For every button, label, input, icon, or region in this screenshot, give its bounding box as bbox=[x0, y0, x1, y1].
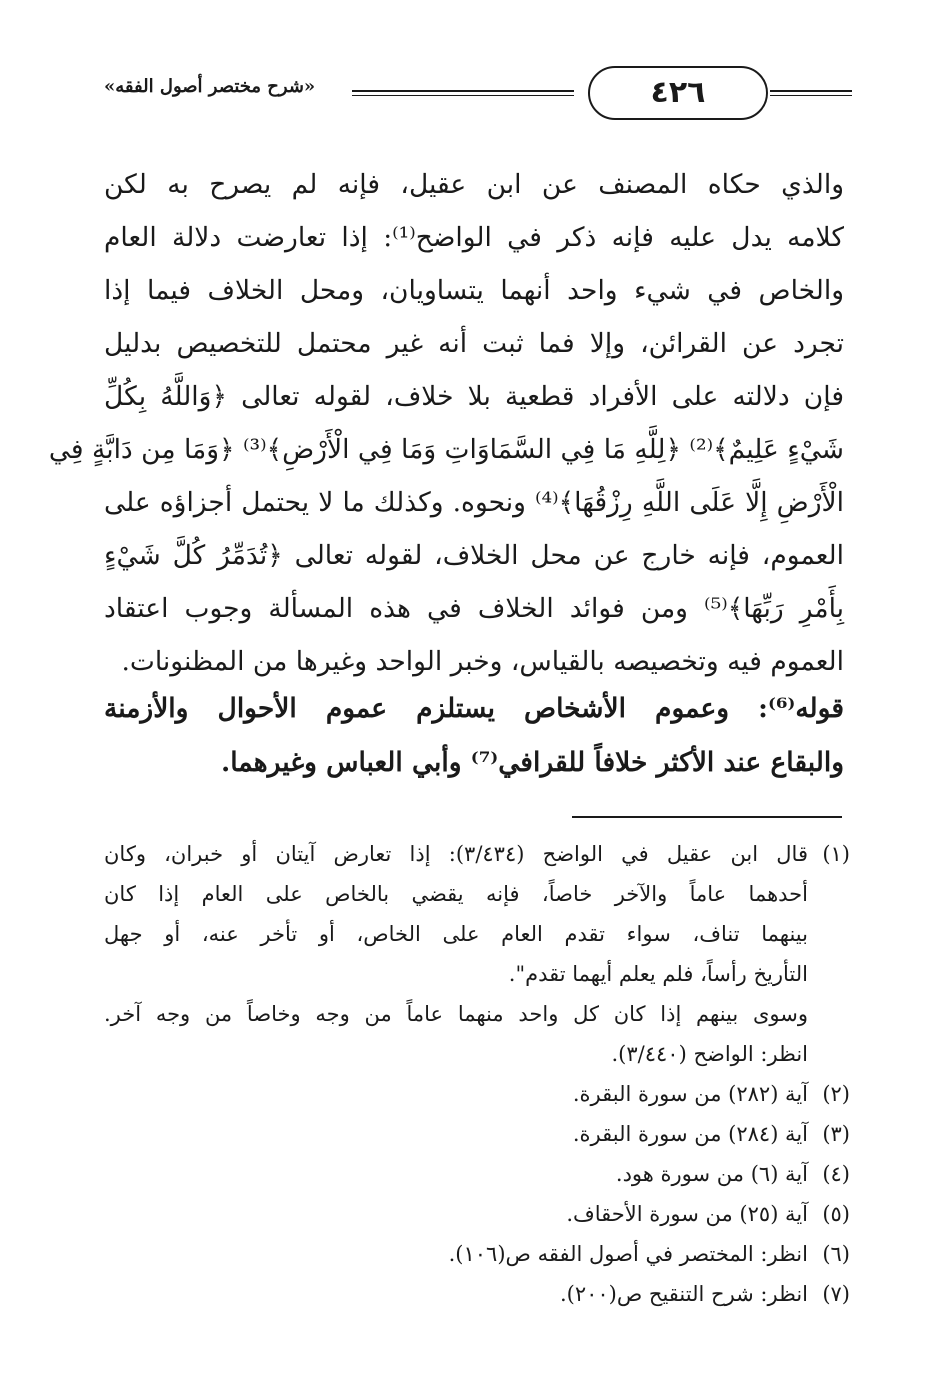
footnote-3 bbox=[104, 1114, 850, 1154]
header-rule bbox=[352, 90, 574, 92]
body-paragraph bbox=[48, 158, 845, 688]
body-line: كلامه يدل عليه فإنه ذكر في الواضح⁽¹⁾: إذا تعارضت دلالة العام bbox=[104, 222, 844, 253]
body-line: العموم، فإنه خارج عن محل الخلاف، لقوله تعالى ﴿تُدَمِّرُ كُلَّ شَيْءٍ bbox=[104, 540, 844, 571]
footnote-1-line bbox=[104, 834, 850, 874]
footnote-text: آية (٦) من سورة هود. bbox=[615, 1162, 808, 1186]
footnote-6 bbox=[104, 1234, 850, 1274]
page-number-frame bbox=[588, 66, 768, 120]
footnote-text: انظر: شرح التنقيح ص(٢٠٠). bbox=[559, 1282, 808, 1306]
footnote-text: انظر: المختصر في أصول الفقه ص(١٠٦). bbox=[448, 1242, 808, 1266]
footnote-number: (٤) bbox=[822, 1162, 850, 1186]
body-line: فإن دلالته على الأفراد قطعية بلا خلاف، لقوله تعالى ﴿وَاللَّهُ بِكُلِّ bbox=[104, 381, 844, 412]
body-line: والذي حكاه المصنف عن ابن عقيل، فإنه لم يصرح به لكن bbox=[104, 169, 844, 200]
quote-line: والبقاع عند الأكثر خلافاً للقرافي⁽⁷⁾ وأبي العباس وغيرهما. bbox=[221, 747, 844, 778]
footnote-text: قال ابن عقيل في الواضح (٣/٤٣٤): إذا تعارض آيتان أو خبران، وكان bbox=[104, 842, 808, 866]
footnote-number: (٢) bbox=[822, 1082, 850, 1106]
footnote-1-line: بينهما تناف، سواء تقدم العام على الخاص، أو تأخر عنه، أو جهل bbox=[104, 922, 808, 946]
body-line: شَيْءٍ عَلِيمٌ﴾⁽²⁾ ﴿لِلَّهِ مَا فِي السَّمَاوَاتِ وَمَا فِي الْأَرْضِ﴾⁽³⁾ ﴿وَمَا مِن دَابَّةٍ فِي bbox=[48, 434, 844, 465]
header-rule bbox=[352, 95, 574, 96]
footnote-1-line: التأريخ رأساً، فلم يعلم أيهما تقدم". bbox=[508, 962, 808, 986]
header-rule bbox=[770, 90, 852, 92]
footnote-number: (٦) bbox=[822, 1242, 850, 1266]
body-line: بِأَمْرِ رَبِّهَا﴾⁽⁵⁾ ومن فوائد الخلاف في هذه المسألة وجوب اعتقاد bbox=[104, 593, 845, 624]
footnote-7 bbox=[104, 1274, 850, 1314]
footnote-number: (٧) bbox=[822, 1282, 850, 1306]
footnote-1-line: وسوى بينهم إذا كان كل واحد منهما عاماً من وجه وخاصاً من وجه آخر. bbox=[104, 1002, 808, 1026]
footnote-text: آية (٢٨٢) من سورة البقرة. bbox=[572, 1082, 808, 1106]
quoted-statement bbox=[104, 682, 844, 790]
body-line: تجرد عن القرائن، وإلا فما ثبت أنه غير محتمل للتخصيص بدليل bbox=[104, 328, 844, 359]
page-header bbox=[92, 64, 852, 124]
page-number: ٤٢٦ bbox=[650, 75, 706, 110]
body-line: الْأَرْضِ إِلَّا عَلَى اللَّهِ رِزْقُهَا﴾⁽⁴⁾ ونحوه. وكذلك ما لا يحتمل أجزاؤه على bbox=[104, 487, 844, 518]
footnote-1-line: أحدهما عاماً والآخر خاصاً، فإنه يقضي بالخاص على العام إذا كان bbox=[104, 882, 808, 906]
footnote-separator bbox=[572, 816, 842, 818]
quote-line: قوله⁽⁶⁾: وعموم الأشخاص يستلزم عموم الأحوال والأزمنة bbox=[104, 693, 844, 724]
footnote-text: آية (٢٥) من سورة الأحقاف. bbox=[566, 1202, 808, 1226]
footnote-2 bbox=[104, 1074, 850, 1114]
header-rule bbox=[770, 95, 852, 96]
footnote-4 bbox=[104, 1154, 850, 1194]
footnote-5 bbox=[104, 1194, 850, 1234]
footnote-number: (٣) bbox=[822, 1122, 850, 1146]
running-title: «شرح مختصر أصول الفقه» bbox=[104, 76, 316, 97]
footnotes bbox=[104, 834, 850, 1314]
footnote-1-line: انظر: الواضح (٣/٤٤٠). bbox=[611, 1042, 808, 1066]
body-line: والخاص في شيء واحد أنهما يتساويان، ومحل الخلاف فيما إذا bbox=[104, 275, 844, 306]
body-line: العموم فيه وتخصيصه بالقياس، وخبر الواحد وغيرها من المظنونات. bbox=[121, 646, 844, 677]
footnote-text: آية (٢٨٤) من سورة البقرة. bbox=[572, 1122, 808, 1146]
footnote-number: (٥) bbox=[822, 1202, 850, 1226]
footnote-number: (١) bbox=[822, 842, 850, 866]
